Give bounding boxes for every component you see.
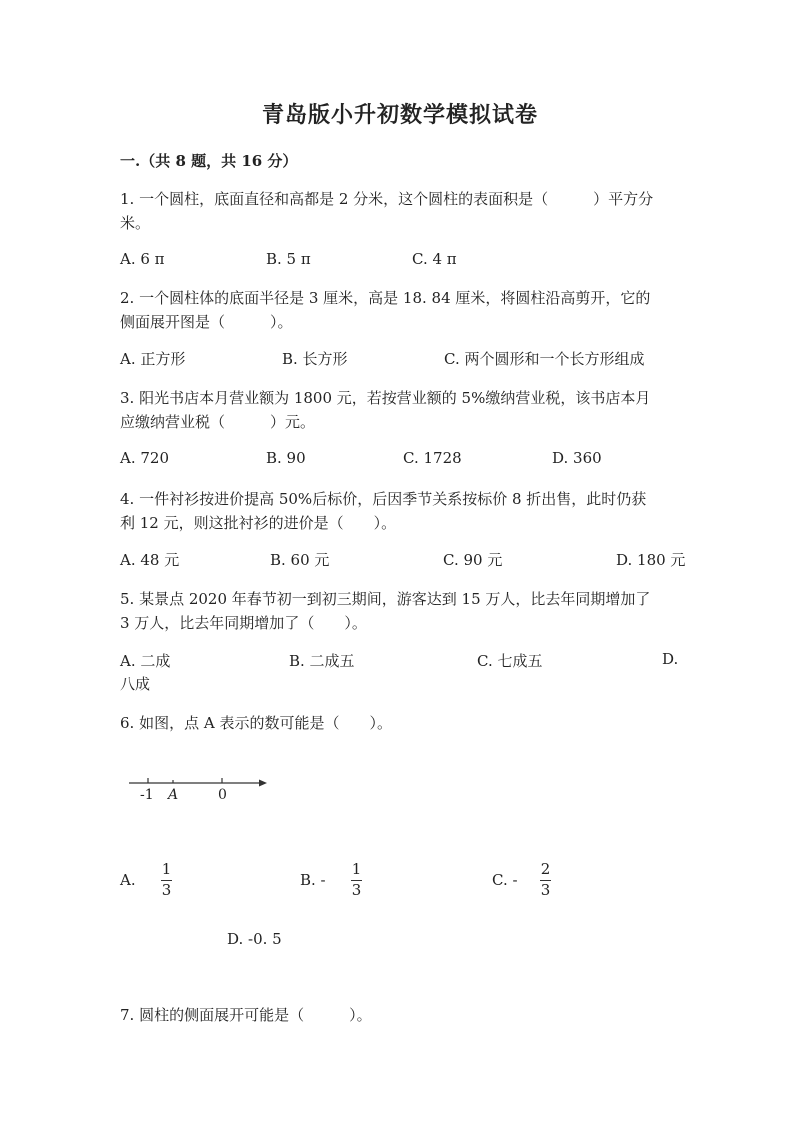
question-1-option-b: B. 5 π [266,250,311,268]
question-2-option-a: A. 正方形 [120,350,186,368]
section-heading: 一.（共 8 题，共 16 分） [120,152,298,170]
question-2-line-1: 2. 一个圆柱体的底面半径是 3 厘米，高是 18. 84 厘米，将圆柱沿高剪开，它的 [120,289,651,307]
number-line-arrowhead [259,780,267,787]
question-4-option-b: B. 60 元 [270,551,330,569]
label-zero: 0 [218,787,227,803]
question-3-option-d: D. 360 [552,449,602,467]
question-6-option-d: D. -0. 5 [227,930,282,948]
question-4-option-d: D. 180 元 [616,551,686,569]
question-6-option-a-prefix: A. [120,871,136,889]
question-4-line-2: 利 12 元，则这批衬衫的进价是（ ）。 [120,514,397,532]
question-1-option-a: A. 6 π [120,250,165,268]
number-line-figure [126,772,271,806]
question-6-option-b-fraction [351,862,362,899]
question-2-option-b: B. 长方形 [282,350,348,368]
question-5-option-d-text: 八成 [120,675,151,693]
fraction-numerator: 1 [161,860,172,878]
question-6-option-b-prefix: B. - [300,871,326,889]
question-2-option-c: C. 两个圆形和一个长方形组成 [444,350,645,368]
question-3-line-1: 3. 阳光书店本月营业额为 1800 元，若按营业额的 5%缴纳营业税，该书店本月 [120,389,651,407]
question-7-text: 7. 圆柱的侧面展开可能是（ ）。 [120,1006,372,1024]
fraction-numerator: 2 [540,860,551,878]
question-3-line-2: 应缴纳营业税（ ）元。 [120,413,316,431]
question-5-option-c: C. 七成五 [477,652,543,670]
question-1-line-1: 1. 一个圆柱，底面直径和高都是 2 分米，这个圆柱的表面积是（ ）平方分 [120,190,654,208]
question-3-option-a: A. 720 [120,449,169,467]
question-4-line-1: 4. 一件衬衫按进价提高 50%后标价，后因季节关系按标价 8 折出售，此时仍获 [120,490,647,508]
question-6-option-a-fraction [161,862,172,899]
question-6-option-c-prefix: C. - [492,871,518,889]
fraction-denominator: 3 [161,880,172,899]
fraction-denominator: 3 [351,880,362,899]
question-5-option-d-prefix: D. [662,650,679,668]
question-3-option-c: C. 1728 [403,449,462,467]
fraction-denominator: 3 [540,880,551,899]
question-3-option-b: B. 90 [266,449,306,467]
question-4-option-c: C. 90 元 [443,551,503,569]
question-5-line-2: 3 万人，比去年同期增加了（ ）。 [120,614,367,632]
question-1-option-c: C. 4 π [412,250,457,268]
question-5-option-a: A. 二成 [120,652,171,670]
fraction-numerator: 1 [351,860,362,878]
question-5-line-1: 5. 某景点 2020 年春节初一到初三期间，游客达到 15 万人，比去年同期增加了 [120,590,651,608]
label-minus-one: -1 [140,787,154,803]
question-5-option-b: B. 二成五 [289,652,355,670]
question-6-text: 6. 如图，点 A 表示的数可能是（ ）。 [120,714,392,732]
question-4-option-a: A. 48 元 [120,551,180,569]
question-6-option-c-fraction [540,862,551,899]
page-title: 青岛版小升初数学模拟试卷 [261,102,538,128]
label-point-a: A [168,787,179,803]
question-1-line-2: 米。 [120,214,151,232]
question-2-line-2: 侧面展开图是（ ）。 [120,313,293,331]
